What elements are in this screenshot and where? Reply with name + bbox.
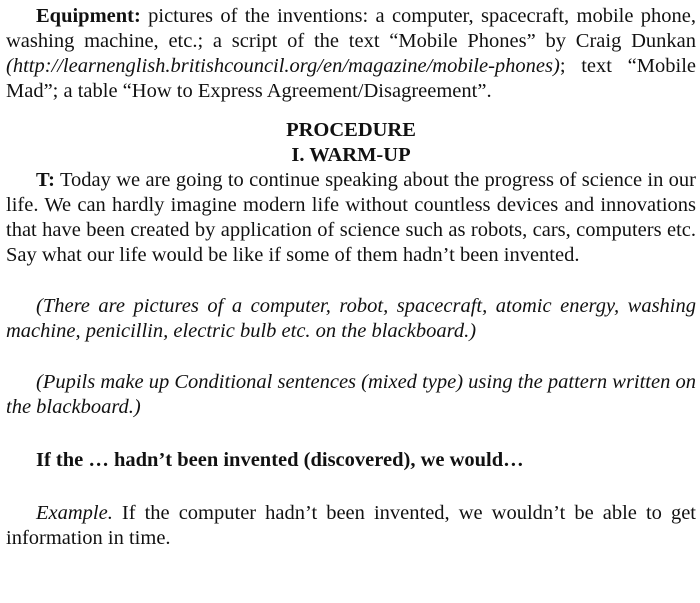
document-page bbox=[6, 0, 696, 551]
equipment-label: Equipment: bbox=[36, 5, 141, 27]
equipment-text-end: ; text “Mobile Mad”; a table “How to Express Agreement/Disagreement”. bbox=[6, 55, 696, 102]
pupils-note: (Pupils make up Conditional sentences (mixed type) using the pattern written on the blackboard.) bbox=[6, 371, 696, 418]
procedure-heading: PROCEDURE bbox=[286, 119, 416, 141]
warm-up-heading: I. WARM-UP bbox=[291, 144, 411, 166]
pictures-note: (There are pictures of a computer, robot, spacecraft, atomic energy, washing machine, penicillin, electric bulb etc. on the blackboard.) bbox=[6, 295, 696, 342]
equipment-paragraph bbox=[6, 4, 696, 104]
spacer bbox=[6, 104, 696, 118]
spacer bbox=[6, 473, 696, 501]
teacher-text: Today we are going to continue speaking about the progress of science in our life. We can hardly imagine modern life without countless devices and innovations that have been created by application of science such as robots, cars, computers etc. Say what our life would be like if some of them hadn’t been invented. bbox=[6, 169, 696, 266]
example-label: Example. bbox=[36, 502, 113, 524]
teacher-label: T: bbox=[36, 169, 55, 191]
conditional-pattern: If the … hadn’t been invented (discovered), we would… bbox=[36, 449, 524, 471]
example-paragraph bbox=[6, 501, 696, 551]
teacher-paragraph bbox=[6, 168, 696, 268]
source-url: (http://learnenglish.britishcouncil.org/en/magazine/mobile-phones) bbox=[6, 55, 560, 77]
spacer bbox=[6, 420, 696, 448]
equipment-text: pictures of the inventions: a computer, spacecraft, mobile phone, washing machine, etc.; a script of the text “Mobile Phones” by Craig Dunkan bbox=[6, 5, 696, 52]
spacer bbox=[6, 268, 696, 294]
spacer bbox=[6, 344, 696, 370]
example-text: If the computer hadn’t been invented, we wouldn’t be able to get information in time. bbox=[6, 502, 696, 549]
